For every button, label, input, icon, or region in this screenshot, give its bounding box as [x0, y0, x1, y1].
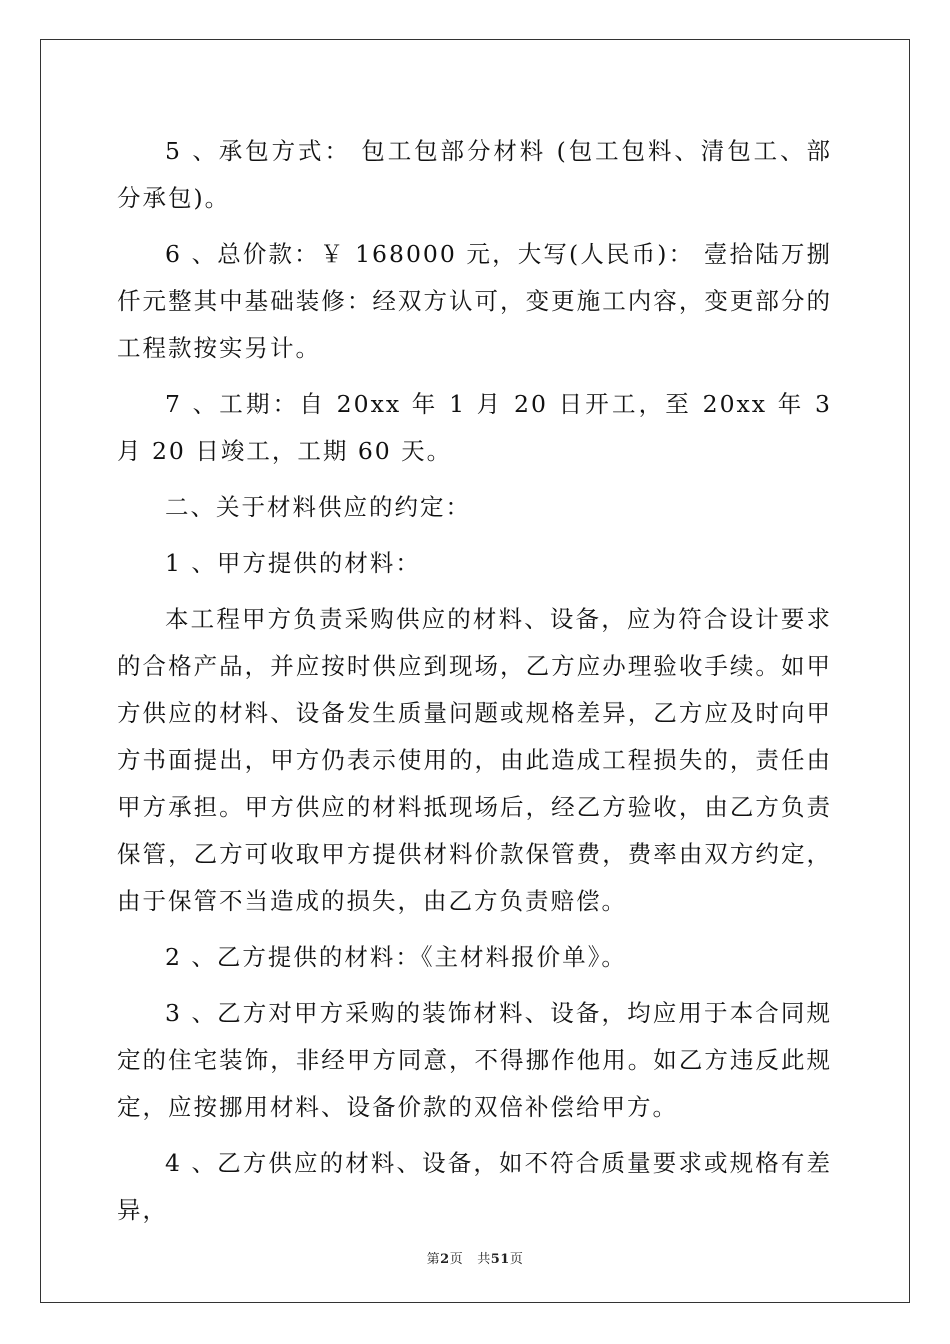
footer-page-suffix: 页 [449, 1252, 464, 1267]
paragraph-contract-method: 5 、承包方式： 包工包部分材料 (包工包料、清包工、部分承包)。 [117, 137, 832, 212]
paragraph-material-usage: 3 、乙方对甲方采购的装饰材料、设备，均应用于本合同规定的住宅装饰，非经甲方同意，不得挪作他用。如乙方违反此规定，应按挪用材料、设备价款的双倍补偿给甲方。 [117, 999, 832, 1121]
paragraph-party-a-materials-body: 本工程甲方负责采购供应的材料、设备，应为符合设计要求的合格产品，并应按时供应到现场，乙方应办理验收手续。如甲方供应的材料、设备发生质量问题或规格差异，乙方应及时向甲方书面提出，甲方仍表示使用的，由此造成工程损失的，责任由甲方承担。甲方供应的材料抵现场后，经乙方验收，由乙方负责保管，乙方可收取甲方提供材料价款保管费，费率由双方约定，由于保管不当造成的损失，由乙方负责赔偿。 [117, 605, 832, 915]
footer-total-suffix: 页 [509, 1252, 524, 1267]
footer-prefix: 第 [426, 1252, 441, 1267]
document-body [117, 128, 832, 1243]
footer-current-page: 2 [440, 1252, 450, 1267]
footer-total-prefix: 共 [477, 1252, 491, 1267]
section-heading-material-supply: 二、关于材料供应的约定： [165, 493, 471, 521]
footer-total-pages: 51 [490, 1252, 510, 1267]
page-footer [0, 1248, 950, 1267]
paragraph-party-b-materials: 2 、乙方提供的材料：《主材料报价单》。 [165, 943, 627, 971]
paragraph-party-a-materials-heading: 1 、甲方提供的材料： [165, 549, 421, 577]
paragraph-party-b-quality: 4 、乙方供应的材料、设备，如不符合质量要求或规格有差异， [117, 1149, 832, 1224]
paragraph-construction-period: 7 、工期：自 20xx 年 1 月 20 日开工，至 20xx 年 3 月 20 日竣工，工期 60 天。 [117, 390, 832, 465]
paragraph-total-price: 6 、总价款：￥ 168000 元，大写(人民币)： 壹拾陆万捌仟元整其中基础装修：经双方认可，变更施工内容，变更部分的工程款按实另计。 [117, 240, 832, 362]
